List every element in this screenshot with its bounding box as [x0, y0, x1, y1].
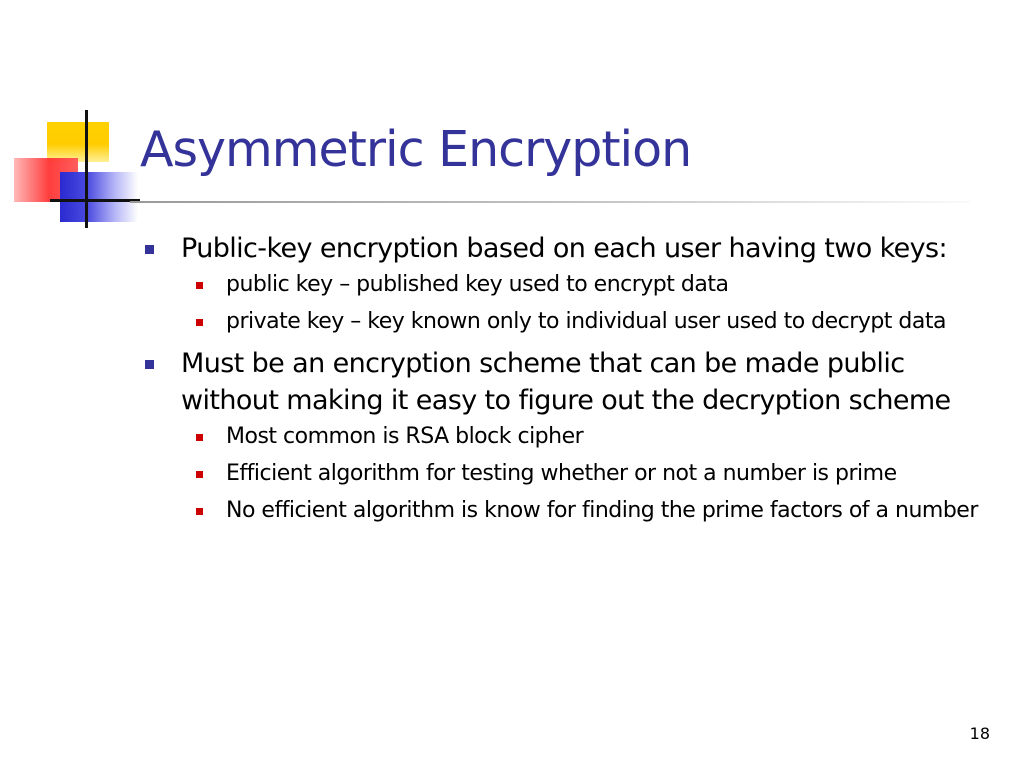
- sub-bullet-item: [181, 421, 998, 452]
- small-square-bullet-icon: [196, 508, 203, 515]
- sub-bullet-text: private key – key known only to individual user used to decrypt data: [226, 309, 946, 334]
- slide-body: [142, 230, 998, 534]
- bullet-item: [142, 345, 998, 526]
- sub-bullet-item: [181, 306, 998, 337]
- sub-bullet-item: [181, 495, 998, 526]
- logo-horizontal-line: [50, 199, 140, 202]
- logo-vertical-line: [85, 110, 88, 228]
- sub-bullet-item: [181, 458, 998, 489]
- sub-bullet-text: public key – published key used to encrypt data: [226, 272, 729, 297]
- small-square-bullet-icon: [196, 282, 203, 289]
- sub-bullet-list: [181, 421, 998, 526]
- logo-blue-square: [60, 172, 138, 222]
- sub-bullet-text: No efficient algorithm is know for finding the prime factors of a number: [226, 498, 978, 523]
- title-underline: [130, 201, 970, 203]
- small-square-bullet-icon: [196, 471, 203, 478]
- small-square-bullet-icon: [196, 319, 203, 326]
- sub-bullet-list: [181, 269, 998, 337]
- slide-title: Asymmetric Encryption: [140, 121, 692, 178]
- bullet-item: [142, 230, 998, 337]
- square-bullet-icon: [145, 360, 154, 369]
- sub-bullet-item: [181, 269, 998, 300]
- square-bullet-icon: [145, 245, 154, 254]
- bullet-text: Must be an encryption scheme that can be made public without making it easy to figure out the decryption scheme: [181, 348, 951, 416]
- page-number: 18: [969, 724, 990, 743]
- slide-logo: [0, 0, 140, 240]
- sub-bullet-text: Most common is RSA block cipher: [226, 424, 584, 449]
- bullet-text: Public-key encryption based on each user having two keys:: [181, 233, 948, 264]
- small-square-bullet-icon: [196, 434, 203, 441]
- bullet-list: [142, 230, 998, 526]
- sub-bullet-text: Efficient algorithm for testing whether or not a number is prime: [226, 461, 897, 486]
- logo-yellow-square: [47, 122, 109, 162]
